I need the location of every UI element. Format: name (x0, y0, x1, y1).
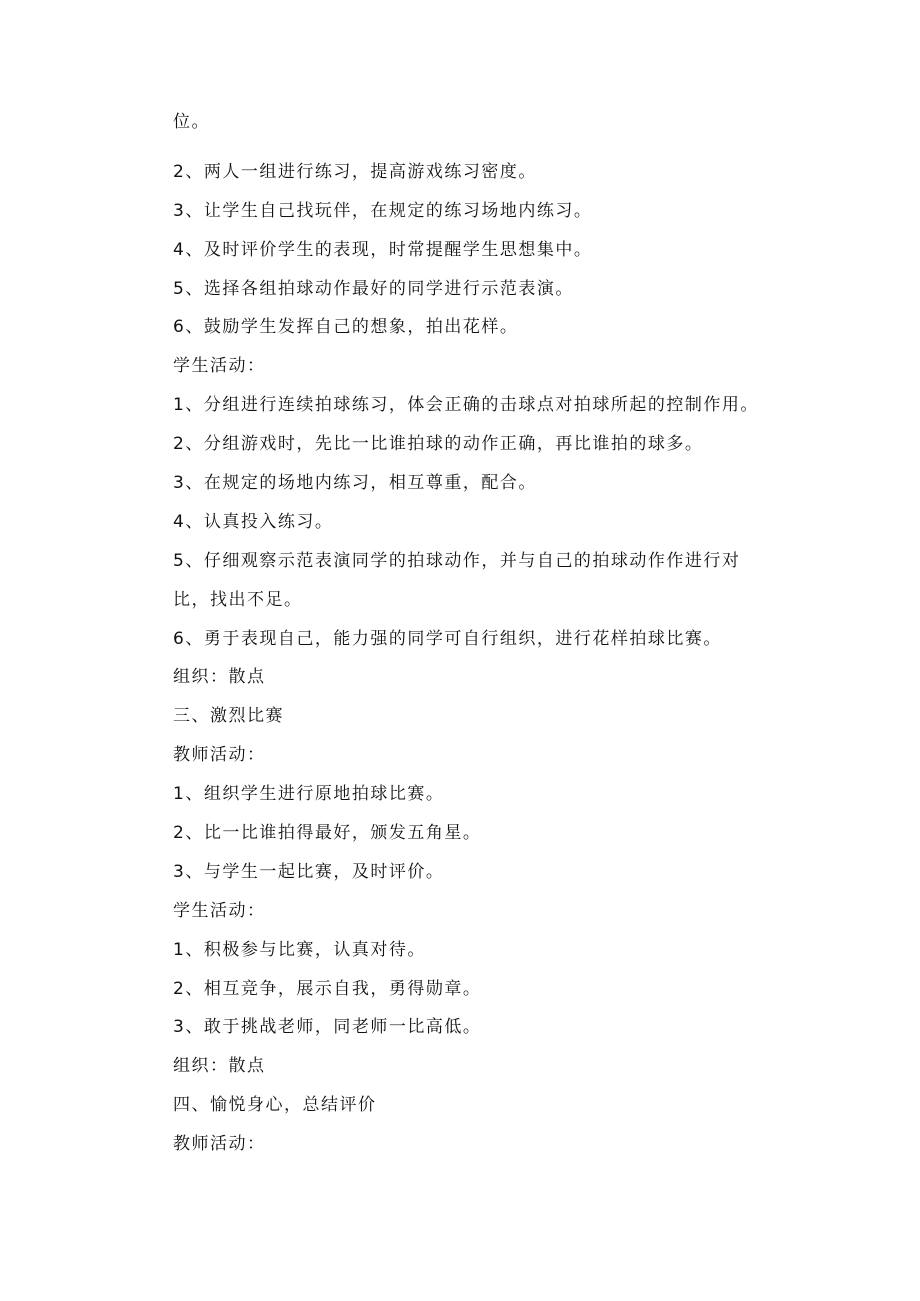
text-line: 3、在规定的场地内练习，相互尊重，配合。 (173, 473, 537, 494)
text-line: 位。 (173, 112, 210, 132)
text-line: 1、积极参与比赛，认真对待。 (173, 939, 426, 960)
text-line: 4、认真投入练习。 (173, 511, 334, 532)
section-heading: 教师活动： (173, 745, 266, 766)
text-line: 5、选择各组拍球动作最好的同学进行示范表演。 (173, 278, 574, 299)
text-line: 1、组织学生进行原地拍球比赛。 (173, 784, 445, 805)
text-line: 5、仔细观察示范表演同学的拍球动作，并与自己的拍球动作作进行对 (173, 550, 741, 571)
text-line: 2、比一比谁拍得最好，颁发五角星。 (173, 823, 482, 844)
document-body (173, 103, 893, 1164)
text-line: 2、分组游戏时，先比一比谁拍球的动作正确，再比谁拍的球多。 (173, 434, 704, 455)
section-heading: 教师活动： (173, 1134, 266, 1155)
text-line: 3、与学生一起比赛，及时评价。 (173, 861, 445, 882)
section-heading: 四、愉悦身心，总结评价 (173, 1095, 377, 1116)
section-heading: 学生活动： (173, 900, 266, 921)
text-line: 1、分组进行连续拍球练习，体会正确的击球点对拍球所起的控制作用。 (173, 395, 759, 416)
text-line: 3、让学生自己找玩伴，在规定的练习场地内练习。 (173, 200, 593, 221)
section-heading: 学生活动： (173, 356, 266, 377)
text-line: 4、及时评价学生的表现，时常提醒学生思想集中。 (173, 239, 593, 260)
text-line: 3、敢于挑战老师，同老师一比高低。 (173, 1017, 482, 1038)
text-line: 组织：散点 (173, 667, 266, 688)
text-line: 2、两人一组进行练习，提高游戏练习密度。 (173, 161, 537, 182)
text-line: 组织：散点 (173, 1056, 266, 1077)
text-line: 比，找出不足。 (173, 589, 303, 610)
text-line: 2、相互竞争，展示自我，勇得勋章。 (173, 978, 482, 999)
section-heading: 三、激烈比赛 (173, 706, 284, 727)
text-line: 6、鼓励学生发挥自己的想象，拍出花样。 (173, 317, 519, 338)
text-line: 6、勇于表现自己，能力强的同学可自行组织，进行花样拍球比赛。 (173, 628, 722, 649)
